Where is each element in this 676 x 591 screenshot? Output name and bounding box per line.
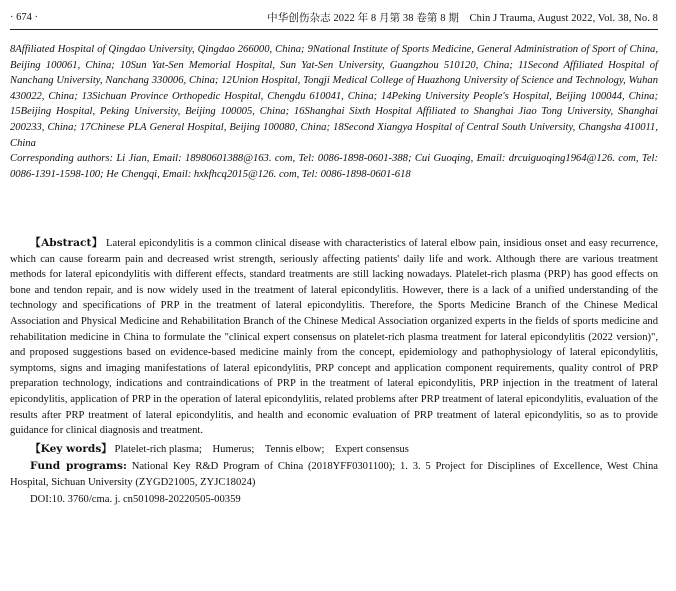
keywords-label: 【Key words】: [30, 442, 112, 455]
affiliations-block: [10, 42, 658, 182]
abstract-text: Lateral epicondylitis is a common clinical disease with characteristics of lateral elbow pain, insidious onset and easy recurrence, which can cause forearm pain and decreased wrist strength, seriously affecting patients' daily life and work. Although there are various treatment methods for lateral epicondylitis with different effects, standard treatments are still lacking nowadays. Platelet-rich plasma (PRP) has good effects on bone and tendon repair, and is now widely used in the treatment of lateral epicondylitis. However, there is a lack of a unified understanding of the technology and specifications of PRP in the treatment of lateral epicondylitis. Therefore, the Sports Medicine Branch of the Chinese Medical Association and Physical Medicine and Rehabilitation Branch of the Chinese Medical Association organized experts in the fields of sports medicine and rehabilitation medicine in China to formulate the "clinical expert consensus on platelet-rich plasma treatment for lateral epicondylitis (2022 version)", and proposed suggestions based on evidence-based medicine mainly from the concept, epidemiology and pathophysiology of lateral epicondylitis, symptoms, signs and imaging manifestations of lateral epicondylitis, PRP concept and application component requirements, quality control of PRP preparation technology, indications and contraindications of PRP in the treatment of lateral epicondylitis, PRP injection in the treatment of lateral epicondylitis, application of PRP in the operation of lateral epicondylitis, related problems after PRP treatment of lateral epicondylitis, evaluation of the results after PRP treatment of lateral epicondylitis, and health and economic evaluation of PRP treatment of lateral epicondylitis, so as to provide guidance for clinical diagnosis and treatment.: [10, 238, 658, 437]
keywords-paragraph: [10, 442, 658, 458]
keywords-text: Platelet-rich plasma; Humerus; Tennis elbow; Expert consensus: [114, 443, 409, 455]
doi-line: DOI:10. 3760/cma. j. cn501098-20220505-00359: [30, 493, 241, 505]
abstract-block: [10, 236, 658, 507]
fund-label: Fund programs:: [30, 460, 127, 473]
running-header: [10, 8, 658, 30]
fund-text: National Key R&D Program of China (2018YFF0301100); 1. 3. 5 Project for Disciplines of Excellence, West China Hospital, Sichuan University (ZYGD21005, ZYJC18024): [10, 461, 658, 488]
fund-paragraph: [10, 459, 658, 490]
page-number: · 674 ·: [10, 11, 38, 23]
abstract-label: 【Abstract】: [30, 237, 103, 249]
affiliations-text: 8Affiliated Hospital of Qingdao University, Qingdao 266000, China; 9National Institute of Sports Medicine, General Administration of Sport of China, Beijing 100061, China; 10Sun Yat-Sen Memorial Hospital, Sun Yat-Sen University, Guangzhou 510120, China; 11Second Affiliated Hospital of Nanchang University, Nanchang 330006, China; 12Union Hospital, Tongji Medical College of Huazhong University of Science and Technology, Wuhan 430022, China; 13Sichuan Province Orthopedic Hospital, Chengdu 610041, China; 14Peking University People's Hospital, Beijing 100044, China; 15Beijing Hospital, Peking University, Beijing 100005, China; 16Shanghai Sixth Hospital Affiliated to Shanghai Jiao Tong University, Shanghai 200233, China; 17Chinese PLA General Hospital, Beijing 100080, China; 18Second Xiangya Hospital of Central South University, Changsha 410011, China: [10, 44, 658, 149]
journal-citation: 中华创伤杂志 2022 年 8 月第 38 卷第 8 期 Chin J Trauma, August 2022, Vol. 38, No. 8: [267, 12, 658, 24]
abstract-paragraph: [10, 236, 658, 439]
corresponding-authors: Corresponding authors: Li Jian, Email: 18980601388@163. com, Tel: 0086-1898-0601-388; Cui Guoqing, Email: drcuiguoqing1964@126. com, Tel: 0086-1391-1598-100; He Chengqi, Email: hxkfhcq2015@126. com, Tel: 0086-1898-0601-618: [10, 153, 658, 180]
